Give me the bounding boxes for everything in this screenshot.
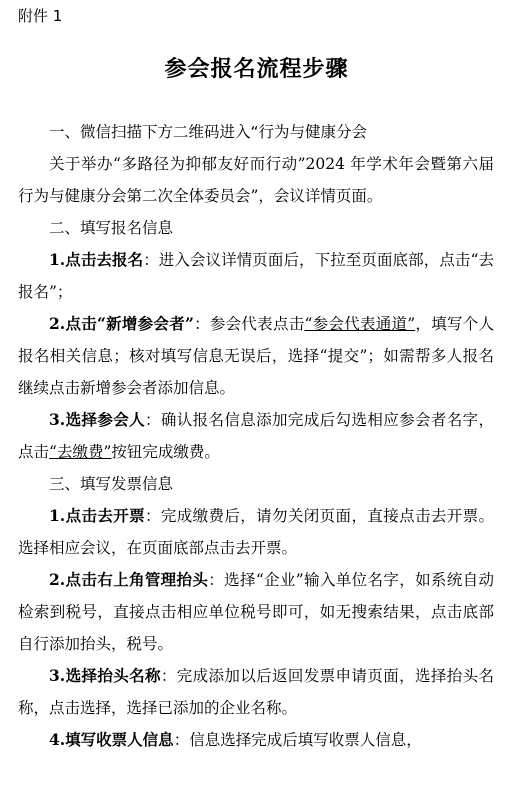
section2-step2-text-b: ，填写个人报名相关信息；核对填写信息无误后，选择“提交”；如需帮多人报名继续点击新增参会者添加信息。 [18,315,494,397]
section2-step3-text-a: ：确认报名信息添加完成后勾选相应参会者名字，点击 [18,411,494,461]
section3-step1-text: ：完成缴费后，请勿关闭页面，直接点击去开票。选择相应会议，在页面底部点击去开票。 [18,507,494,557]
section2-step2-text-a: ：参会代表点击 [193,315,305,333]
page-title: 参会报名流程步骤 [164,57,349,82]
section3-step1-label: 1.点击去开票 [49,506,145,525]
section3-step2-label: 2.点击右上角管理抬头 [49,570,209,589]
section2-step1-label: 1.点击去报名 [49,250,144,269]
section2-step3-label: 3.选择参会人 [49,410,145,429]
section2-step3 [18,404,494,468]
section1-text: 关于举办“多路径为抑郁友好而行动”2024 年学术年会暨第六届行为与健康分会第二次全体委员会”，会议详情页面。 [18,155,494,205]
section3-step1 [18,500,494,564]
section3-heading: 三、填写发票信息 [49,475,174,493]
section3-step3-label: 3.选择抬头名称 [49,666,161,685]
section3-step3 [18,660,494,724]
section2-heading: 二、填写报名信息 [49,219,174,237]
section3-step2 [18,564,494,660]
document-body [18,116,494,756]
section2-step3-text-b: 按钮完成缴费。 [111,443,220,461]
rep-channel-link[interactable]: “参会代表通道” [304,315,416,333]
section3-step4-label: 4.填写收票人信息 [49,730,174,749]
section2-step1-text: ：进入会议详情页面后，下拉至页面底部，点击“去报名”； [18,251,494,301]
section3-step4 [18,724,494,756]
section2-step1 [18,244,494,308]
section1-heading: 一、微信扫描下方二维码进入“行为与健康分会 [49,123,368,141]
pay-link[interactable]: “去缴费” [49,443,112,461]
section3-step2-text: ：选择“企业”输入单位名字，如系统自动检索到税号，直接点击相应单位税号即可，如无搜索结果，点击底部自行添加抬头，税号。 [18,571,494,653]
attachment-label: 附件 1 [18,7,63,25]
section3-step3-text: ：完成添加以后返回发票申请页面，选择抬头名称，点击选择，选择已添加的企业名称。 [18,667,494,717]
section2-step2-label: 2.点击“新增参会者” [49,314,194,333]
section2-step2 [18,308,494,404]
section3-step4-text: ：信息选择完成后填写收票人信息， [173,731,422,749]
